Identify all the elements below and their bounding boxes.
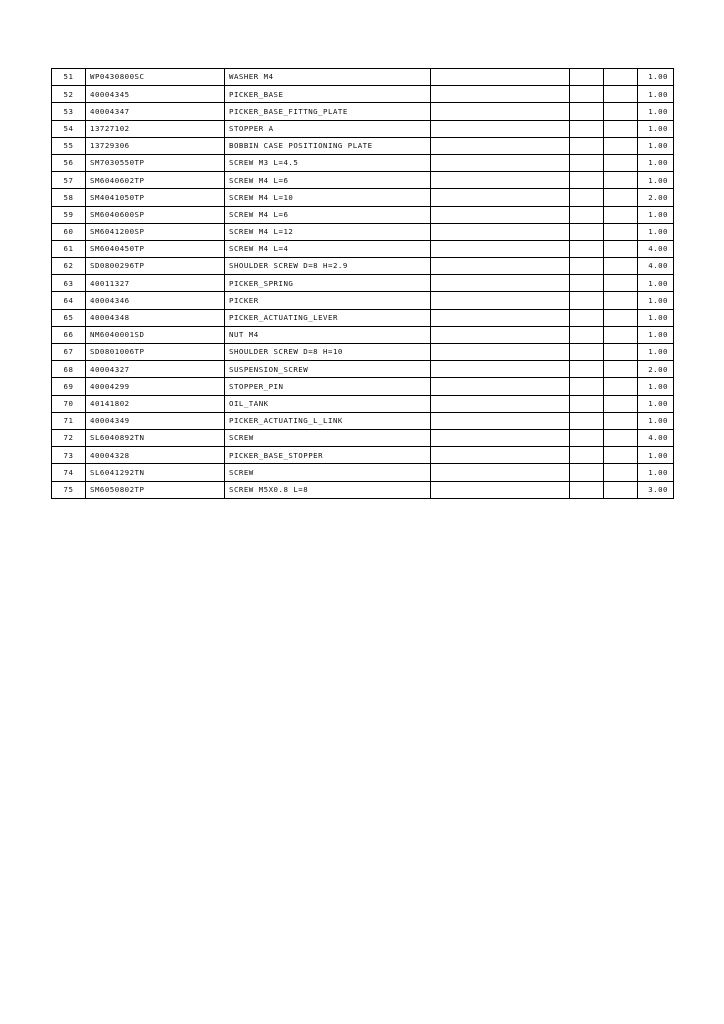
description-cell: SCREW M4 L=10 bbox=[225, 189, 431, 206]
empty-cell bbox=[604, 86, 638, 103]
table-row bbox=[52, 344, 674, 361]
table-row bbox=[52, 240, 674, 257]
description-cell: PICKER_BASE_STOPPER bbox=[225, 447, 431, 464]
quantity-cell: 1.00 bbox=[638, 86, 674, 103]
empty-cell bbox=[570, 309, 604, 326]
empty-cell bbox=[431, 275, 570, 292]
description-cell: SCREW M5X0.8 L=8 bbox=[225, 481, 431, 498]
description-cell: STOPPER_PIN bbox=[225, 378, 431, 395]
item-number-cell: 69 bbox=[52, 378, 86, 395]
part-number-cell: 40004345 bbox=[86, 86, 225, 103]
quantity-cell: 1.00 bbox=[638, 69, 674, 86]
item-number-cell: 67 bbox=[52, 344, 86, 361]
table-row bbox=[52, 275, 674, 292]
table-row bbox=[52, 154, 674, 171]
empty-cell bbox=[570, 258, 604, 275]
description-cell: WASHER M4 bbox=[225, 69, 431, 86]
part-number-cell: SM6050802TP bbox=[86, 481, 225, 498]
empty-cell bbox=[570, 206, 604, 223]
quantity-cell: 2.00 bbox=[638, 361, 674, 378]
empty-cell bbox=[604, 258, 638, 275]
parts-table bbox=[51, 68, 674, 499]
description-cell: SCREW bbox=[225, 464, 431, 481]
empty-cell bbox=[431, 309, 570, 326]
empty-cell bbox=[604, 378, 638, 395]
empty-cell bbox=[431, 481, 570, 498]
part-number-cell: 40011327 bbox=[86, 275, 225, 292]
description-cell: SCREW M4 L=4 bbox=[225, 240, 431, 257]
empty-cell bbox=[431, 378, 570, 395]
part-number-cell: SL6040892TN bbox=[86, 429, 225, 446]
part-number-cell: WP0430800SC bbox=[86, 69, 225, 86]
empty-cell bbox=[431, 206, 570, 223]
empty-cell bbox=[570, 120, 604, 137]
description-cell: PICKER_BASE bbox=[225, 86, 431, 103]
item-number-cell: 58 bbox=[52, 189, 86, 206]
quantity-cell: 2.00 bbox=[638, 189, 674, 206]
quantity-cell: 4.00 bbox=[638, 240, 674, 257]
table-row bbox=[52, 361, 674, 378]
item-number-cell: 61 bbox=[52, 240, 86, 257]
quantity-cell: 1.00 bbox=[638, 378, 674, 395]
empty-cell bbox=[570, 464, 604, 481]
empty-cell bbox=[570, 361, 604, 378]
empty-cell bbox=[570, 223, 604, 240]
part-number-cell: SM6041200SP bbox=[86, 223, 225, 240]
part-number-cell: 40004328 bbox=[86, 447, 225, 464]
item-number-cell: 53 bbox=[52, 103, 86, 120]
item-number-cell: 62 bbox=[52, 258, 86, 275]
empty-cell bbox=[604, 361, 638, 378]
empty-cell bbox=[570, 447, 604, 464]
description-cell: SHOULDER SCREW D=8 H=2.9 bbox=[225, 258, 431, 275]
quantity-cell: 1.00 bbox=[638, 223, 674, 240]
item-number-cell: 60 bbox=[52, 223, 86, 240]
item-number-cell: 64 bbox=[52, 292, 86, 309]
part-number-cell: 40004327 bbox=[86, 361, 225, 378]
empty-cell bbox=[431, 447, 570, 464]
description-cell: BOBBIN CASE POSITIONING PLATE bbox=[225, 137, 431, 154]
empty-cell bbox=[431, 361, 570, 378]
empty-cell bbox=[604, 120, 638, 137]
quantity-cell: 1.00 bbox=[638, 292, 674, 309]
item-number-cell: 73 bbox=[52, 447, 86, 464]
part-number-cell: SD0801006TP bbox=[86, 344, 225, 361]
empty-cell bbox=[604, 206, 638, 223]
empty-cell bbox=[570, 378, 604, 395]
empty-cell bbox=[604, 137, 638, 154]
table-row bbox=[52, 137, 674, 154]
quantity-cell: 1.00 bbox=[638, 120, 674, 137]
empty-cell bbox=[604, 309, 638, 326]
empty-cell bbox=[604, 292, 638, 309]
empty-cell bbox=[604, 223, 638, 240]
empty-cell bbox=[604, 412, 638, 429]
part-number-cell: 40004349 bbox=[86, 412, 225, 429]
empty-cell bbox=[604, 395, 638, 412]
empty-cell bbox=[431, 103, 570, 120]
description-cell: STOPPER A bbox=[225, 120, 431, 137]
item-number-cell: 52 bbox=[52, 86, 86, 103]
empty-cell bbox=[431, 429, 570, 446]
item-number-cell: 75 bbox=[52, 481, 86, 498]
quantity-cell: 4.00 bbox=[638, 429, 674, 446]
empty-cell bbox=[570, 292, 604, 309]
part-number-cell: 40141802 bbox=[86, 395, 225, 412]
table-row bbox=[52, 447, 674, 464]
item-number-cell: 55 bbox=[52, 137, 86, 154]
quantity-cell: 4.00 bbox=[638, 258, 674, 275]
table-row bbox=[52, 258, 674, 275]
quantity-cell: 1.00 bbox=[638, 103, 674, 120]
quantity-cell: 1.00 bbox=[638, 154, 674, 171]
item-number-cell: 68 bbox=[52, 361, 86, 378]
table-row bbox=[52, 223, 674, 240]
item-number-cell: 66 bbox=[52, 326, 86, 343]
empty-cell bbox=[570, 86, 604, 103]
quantity-cell: 1.00 bbox=[638, 309, 674, 326]
part-number-cell: NM6040001SD bbox=[86, 326, 225, 343]
item-number-cell: 65 bbox=[52, 309, 86, 326]
quantity-cell: 1.00 bbox=[638, 275, 674, 292]
item-number-cell: 59 bbox=[52, 206, 86, 223]
part-number-cell: SD0800296TP bbox=[86, 258, 225, 275]
description-cell: OIL_TANK bbox=[225, 395, 431, 412]
description-cell: SUSPENSION_SCREW bbox=[225, 361, 431, 378]
item-number-cell: 63 bbox=[52, 275, 86, 292]
empty-cell bbox=[431, 344, 570, 361]
item-number-cell: 72 bbox=[52, 429, 86, 446]
description-cell: PICKER_SPRING bbox=[225, 275, 431, 292]
empty-cell bbox=[431, 86, 570, 103]
empty-cell bbox=[604, 103, 638, 120]
description-cell: PICKER_ACTUATING_LEVER bbox=[225, 309, 431, 326]
part-number-cell: SM7030550TP bbox=[86, 154, 225, 171]
empty-cell bbox=[431, 464, 570, 481]
table-row bbox=[52, 206, 674, 223]
empty-cell bbox=[570, 240, 604, 257]
empty-cell bbox=[570, 172, 604, 189]
empty-cell bbox=[604, 154, 638, 171]
item-number-cell: 56 bbox=[52, 154, 86, 171]
part-number-cell: 40004346 bbox=[86, 292, 225, 309]
part-number-cell: 40004347 bbox=[86, 103, 225, 120]
description-cell: SHOULDER SCREW D=8 H=10 bbox=[225, 344, 431, 361]
part-number-cell: 40004348 bbox=[86, 309, 225, 326]
empty-cell bbox=[570, 103, 604, 120]
empty-cell bbox=[431, 69, 570, 86]
item-number-cell: 54 bbox=[52, 120, 86, 137]
quantity-cell: 1.00 bbox=[638, 412, 674, 429]
empty-cell bbox=[431, 412, 570, 429]
empty-cell bbox=[604, 481, 638, 498]
empty-cell bbox=[570, 69, 604, 86]
part-number-cell: SM6040600SP bbox=[86, 206, 225, 223]
empty-cell bbox=[431, 172, 570, 189]
part-number-cell: SM4041050TP bbox=[86, 189, 225, 206]
item-number-cell: 71 bbox=[52, 412, 86, 429]
description-cell: PICKER_ACTUATING_L_LINK bbox=[225, 412, 431, 429]
table-row bbox=[52, 172, 674, 189]
table-row bbox=[52, 412, 674, 429]
empty-cell bbox=[431, 223, 570, 240]
table-row bbox=[52, 120, 674, 137]
quantity-cell: 1.00 bbox=[638, 172, 674, 189]
table-row bbox=[52, 189, 674, 206]
quantity-cell: 1.00 bbox=[638, 326, 674, 343]
empty-cell bbox=[604, 189, 638, 206]
empty-cell bbox=[570, 137, 604, 154]
part-number-cell: 40004299 bbox=[86, 378, 225, 395]
description-cell: SCREW M4 L=6 bbox=[225, 172, 431, 189]
quantity-cell: 1.00 bbox=[638, 447, 674, 464]
item-number-cell: 74 bbox=[52, 464, 86, 481]
part-number-cell: 13727102 bbox=[86, 120, 225, 137]
empty-cell bbox=[570, 154, 604, 171]
empty-cell bbox=[570, 344, 604, 361]
empty-cell bbox=[604, 240, 638, 257]
part-number-cell: SM6040602TP bbox=[86, 172, 225, 189]
empty-cell bbox=[604, 275, 638, 292]
empty-cell bbox=[570, 481, 604, 498]
quantity-cell: 1.00 bbox=[638, 206, 674, 223]
empty-cell bbox=[570, 412, 604, 429]
empty-cell bbox=[604, 429, 638, 446]
empty-cell bbox=[604, 69, 638, 86]
part-number-cell: SL6041292TN bbox=[86, 464, 225, 481]
parts-table-body bbox=[52, 69, 674, 499]
empty-cell bbox=[431, 258, 570, 275]
empty-cell bbox=[570, 189, 604, 206]
table-row bbox=[52, 395, 674, 412]
empty-cell bbox=[570, 326, 604, 343]
empty-cell bbox=[604, 326, 638, 343]
table-row bbox=[52, 378, 674, 395]
empty-cell bbox=[431, 154, 570, 171]
empty-cell bbox=[431, 292, 570, 309]
empty-cell bbox=[604, 344, 638, 361]
table-row bbox=[52, 292, 674, 309]
description-cell: SCREW bbox=[225, 429, 431, 446]
quantity-cell: 3.00 bbox=[638, 481, 674, 498]
part-number-cell: SM6040450TP bbox=[86, 240, 225, 257]
description-cell: PICKER_BASE_FITTNG_PLATE bbox=[225, 103, 431, 120]
table-row bbox=[52, 429, 674, 446]
empty-cell bbox=[604, 447, 638, 464]
empty-cell bbox=[431, 137, 570, 154]
quantity-cell: 1.00 bbox=[638, 395, 674, 412]
empty-cell bbox=[431, 395, 570, 412]
table-row bbox=[52, 103, 674, 120]
quantity-cell: 1.00 bbox=[638, 344, 674, 361]
quantity-cell: 1.00 bbox=[638, 137, 674, 154]
description-cell: SCREW M3 L=4.5 bbox=[225, 154, 431, 171]
description-cell: PICKER bbox=[225, 292, 431, 309]
table-row bbox=[52, 86, 674, 103]
empty-cell bbox=[570, 275, 604, 292]
table-row bbox=[52, 326, 674, 343]
part-number-cell: 13729306 bbox=[86, 137, 225, 154]
description-cell: SCREW M4 L=6 bbox=[225, 206, 431, 223]
description-cell: SCREW M4 L=12 bbox=[225, 223, 431, 240]
item-number-cell: 51 bbox=[52, 69, 86, 86]
empty-cell bbox=[431, 120, 570, 137]
empty-cell bbox=[604, 172, 638, 189]
empty-cell bbox=[431, 326, 570, 343]
empty-cell bbox=[604, 464, 638, 481]
table-row bbox=[52, 309, 674, 326]
table-row bbox=[52, 69, 674, 86]
item-number-cell: 57 bbox=[52, 172, 86, 189]
empty-cell bbox=[431, 189, 570, 206]
empty-cell bbox=[570, 395, 604, 412]
table-row bbox=[52, 464, 674, 481]
empty-cell bbox=[570, 429, 604, 446]
table-row bbox=[52, 481, 674, 498]
item-number-cell: 70 bbox=[52, 395, 86, 412]
quantity-cell: 1.00 bbox=[638, 464, 674, 481]
description-cell: NUT M4 bbox=[225, 326, 431, 343]
empty-cell bbox=[431, 240, 570, 257]
